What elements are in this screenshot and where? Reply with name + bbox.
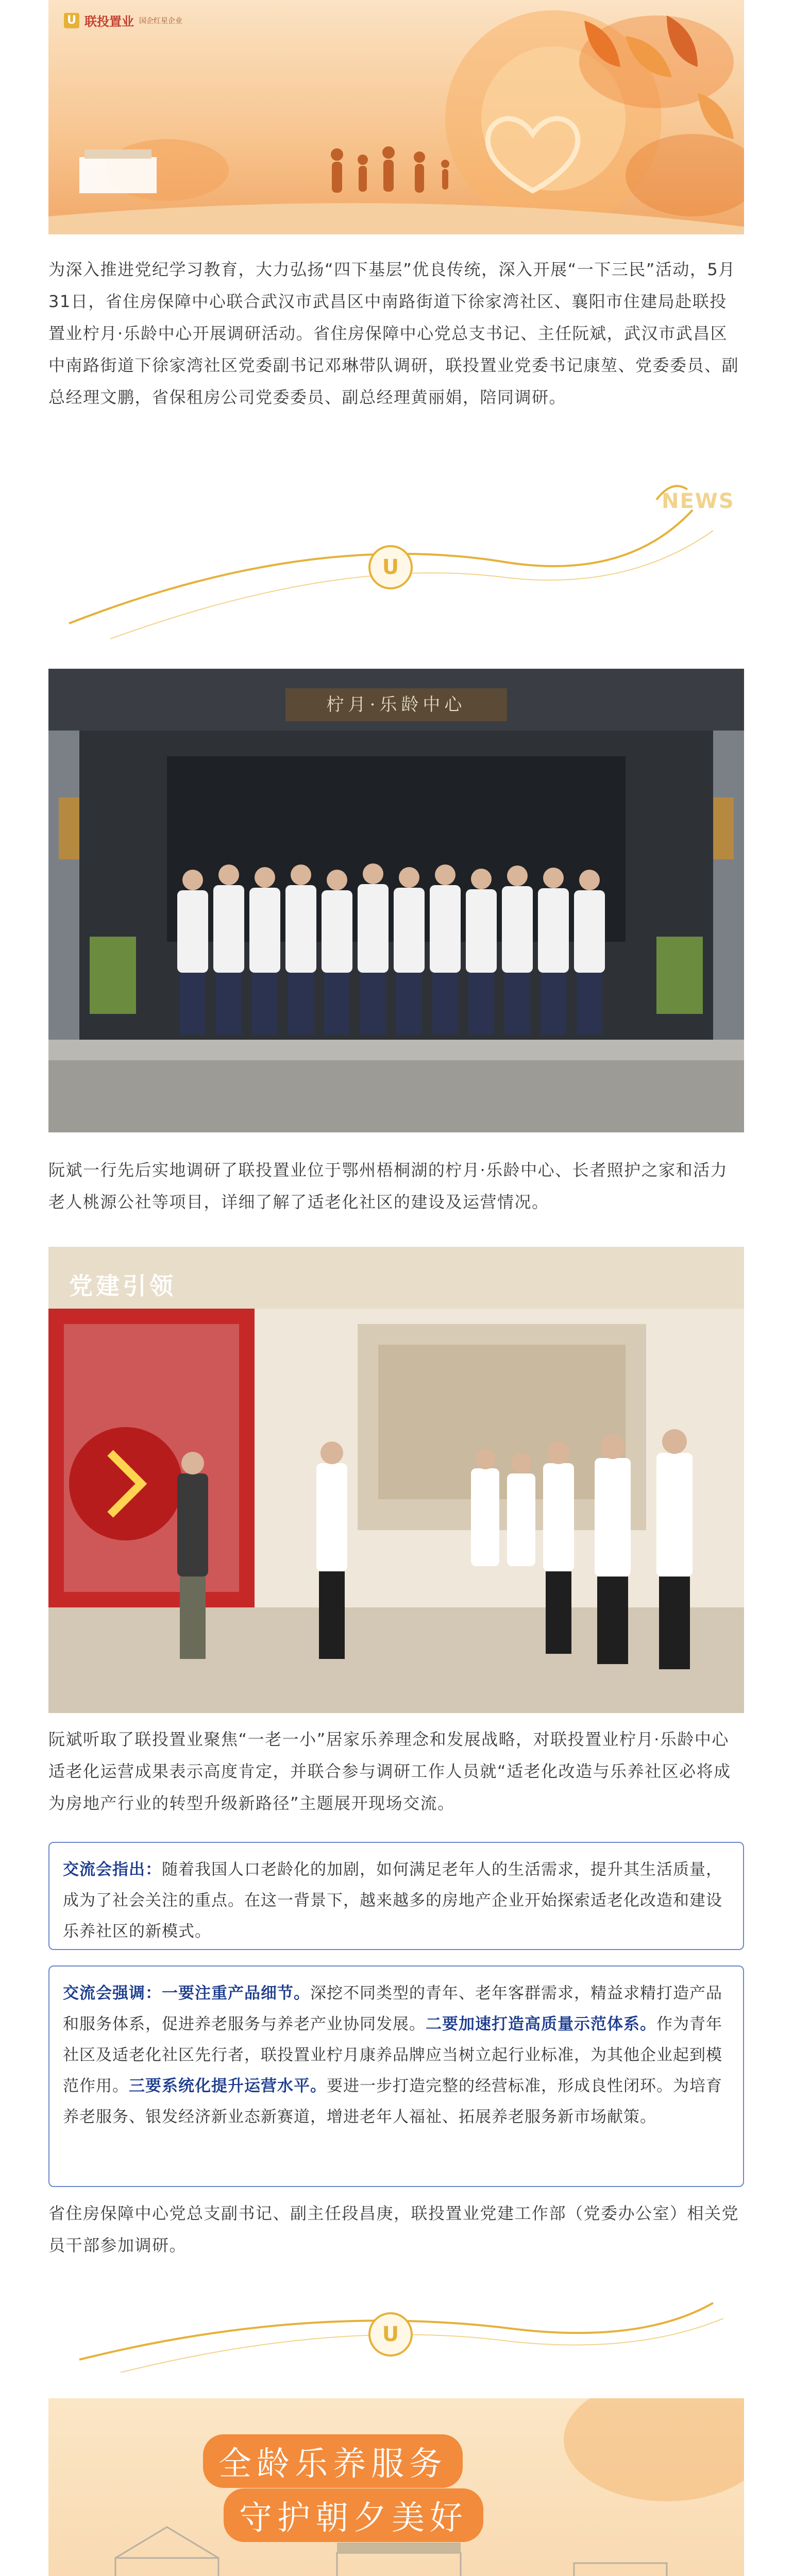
hero-banner [48,0,744,234]
exchange-pointed-out-text: 随着我国人口老龄化的加剧，如何满足老年人的生活需求，提升其生活质量，成为了社会关注的重点。在这一背景下，越来越多的房地产企业开始探索适老化改造和建设乐养社区的新模式。 [63,1860,722,1941]
paragraph-visit: 阮斌一行先后实地调研了联投置业位于鄂州梧桐湖的柠月·乐龄中心、长者照护之家和活力老人桃源公社等项目，详细了解了适老化社区的建设及运营情况。 [48,1160,728,1212]
emphasis-point-1: 一要注重产品细节。 [162,1984,310,2003]
intro-paragraph: 为深入推进党纪学习教育，大力弘扬“四下基层”优良传统，深入开展“一下三民”活动，5月31日，省住房保障中心联合武汉市武昌区中南路街道下徐家湾社区、襄阳市住建局赴联投置业柠月·乐龄中心开展调研活动。省住房保障中心党总支书记、主任阮斌，武汉市武昌区中南路街道下徐家湾社区党委副书记邓琳带队调研，联投置业党委书记康堃、党委委员、副总经理文鹏，省保租房公司党委委员、副总经理黄丽娟，陪同调研。 [48,260,739,407]
exhibition-photo-illustration [48,1247,744,1713]
building-sign: 柠月·乐龄中心 [285,688,507,721]
divider-badge-icon: U [368,545,413,589]
paragraph-exchange: 阮斌听取了联投置业聚焦“一老一小”居家乐养理念和发展战略，对联投置业柠月·乐龄中心适老化运营成果表示高度肯定，并联合参与调研工作人员就“适老化改造与乐养社区必将成为房地产行业的转型升级新路径”主题展开现场交流。 [48,1730,731,1813]
emphasis-point-2: 二要加速打造高质量示范体系。 [426,2015,656,2033]
company-logo-icon: U [64,13,79,28]
hero-logo [64,11,182,29]
section-divider [48,469,744,654]
divider-2-badge-icon: U [368,2312,413,2357]
emphasis-text-2: 作为青年社区及适老化社区先行者，联投置业柠月康养品牌应当树立起行业标准，为其他企业起到模范作用。 [63,2015,722,2095]
exchange-pointed-out-box [48,1842,744,1950]
group-photo-illustration [48,669,744,1132]
exchange-emphasized-label: 交流会强调： [63,1984,162,2003]
service-banner-line2: 守护朝夕美好 [224,2488,483,2542]
service-banner [48,2398,744,2576]
hero-logo-sub: 国企红星企业 [139,16,182,25]
section-divider-2 [48,2282,744,2385]
exchange-pointed-out-label: 交流会指出： [63,1860,162,1879]
service-banner-line1: 全龄乐养服务 [203,2434,463,2488]
news-label: NEWS [662,489,735,513]
exhibition-photo [48,1247,744,1713]
attendees-paragraph: 省住房保障中心党总支副书记、副主任段昌庚，联投置业党建工作部（党委办公室）相关党员干部参加调研。 [48,2204,739,2255]
hero-logo-text: 联投置业 [85,14,134,29]
emphasis-text-3: 要进一步打造完整的经营标准，形成良性闭环。为培育养老服务、银发经济新业态新赛道，增进老年人福祉、拓展养老服务新市场献策。 [63,2077,722,2126]
exchange-emphasized-box [48,1965,744,2187]
hero-illustration [48,0,744,234]
group-photo [48,669,744,1132]
emphasis-text-1: 深挖不同类型的青年、老年客群需求，精益求精打造产品和服务体系，促进养老服务与养老产业协同发展。 [63,1984,722,2033]
emphasis-point-3: 三要系统化提升运营水平。 [129,2077,327,2095]
exhibition-wall-title: 党建引领 [69,1272,176,1300]
